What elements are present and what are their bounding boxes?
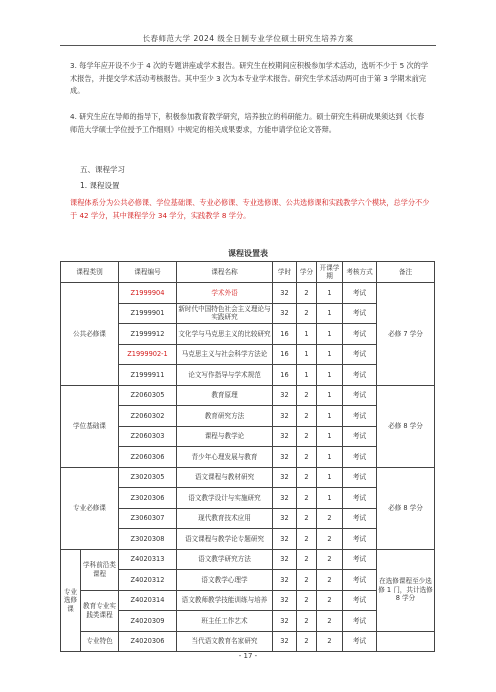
note-major: 必修 8 学分 [377,467,435,549]
table-row: 教育专业实践类课程 Z4020314 语文教师教学技能训练与培养 32 2 2 考试 [61,590,435,611]
col-hours: 学时 [273,262,297,283]
table-row: Z3020308 语文课程与教学论专题研究 32 2 2 考试 [61,529,435,550]
note-public: 必修 7 学分 [377,283,435,386]
col-notes: 备注 [377,262,435,283]
course-table [60,261,435,652]
table-row: Z3060307 现代教育技术应用 32 2 2 考试 [61,508,435,529]
col-category: 课程类别 [61,262,119,283]
group-elective: 专业选修课 [61,549,81,652]
header-rule [60,45,436,46]
subgroup-frontier: 学科前沿类课程 [81,549,119,590]
col-term: 开课学期 [317,262,343,283]
running-header: 长春师范大学 2024 级全日制专业学位硕士研究生培养方案 [142,34,354,43]
subgroup-special: 专业特色 [81,631,119,652]
table-row: Z1999901 新时代中国特色社会主义理论与实践研究 32 2 1 考试 [61,303,435,324]
col-name: 课程名称 [177,262,273,283]
table-row: 公共必修课 Z1999904 学术外语 32 2 1 考试 必修 7 学分 [61,283,435,304]
col-credit: 学分 [297,262,317,283]
table-row: 专业必修课 Z3020305 语文课程与教材研究 32 2 1 考试 必修 8 学分 [61,467,435,488]
note-degree: 必修 8 学分 [377,385,435,467]
section-heading: 五、课程学习 [80,165,125,174]
subgroup-practice: 教育专业实践类课程 [81,590,119,631]
table-row: Z1999902-1 马克思主义与社会科学方法论 16 1 1 考试 [61,344,435,365]
table-row: 学位基础课 Z2060305 教育原理 32 2 1 考试 必修 8 学分 [61,385,435,406]
group-public: 公共必修课 [61,283,119,386]
table-row: Z3020306 语文教学设计与实施研究 32 2 1 考试 [61,488,435,509]
table-row: 专业特色 Z4020306 当代语文教育名家研究 32 2 2 考试 [61,631,435,652]
group-major: 专业必修课 [61,467,119,549]
group-degree: 学位基础课 [61,385,119,467]
paragraph-3: 3. 每学年应开设不少于 4 次的专题讲座或学术报告。研究生在校期间应积极参加学术活动，选听不少于 5 次的学术报告，并提交学术活动考核报告。其中至少 3 次为本专业学术报告。研究生学术活动两可由于第 3 学期末前完成。 [70,61,429,95]
table-row: Z2060302 教育研究方法 32 2 1 考试 [61,406,435,427]
red-paragraph: 课程体系分为公共必修课、学位基础课、专业必修课、专业选修课、公共选修课和实践教学六个模块，总学分不少于 42 学分，其中课程学分 34 学分，实践教学 8 学分。 [70,198,430,220]
table-row: Z4020312 语文教学心理学 32 2 2 考试 [61,570,435,591]
subsection-heading: 1. 课程设置 [80,181,120,190]
table-row: Z1999912 文化学与马克思主义的比较研究 16 1 1 考试 [61,324,435,345]
table-row: 专业选修课 学科前沿类课程 Z4020313 语文教学研究方法 32 2 2 考试 在选修课程至少选修 1 门，共计选修 8 学分 [61,549,435,570]
table-row: Z1999911 论文写作指导与学术规范 16 1 1 考试 [61,365,435,386]
col-exam: 考核方式 [343,262,377,283]
page-number: - 17 - [238,652,258,660]
paragraph-4: 4. 研究生应在导师的指导下，积极参加教育教学研究，培养独立的科研能力。硕士研究生科研成果须达到《长春师范大学硕士学位授予工作细则》中规定的相关成果要求，方能申请学位论文答辩。 [70,112,425,134]
table-row: Z2060303 课程与教学论 32 2 1 考试 [61,426,435,447]
col-code: 课程编号 [119,262,177,283]
table-row: Z2060306 青少年心理发展与教育 32 2 1 考试 [61,447,435,468]
table-title: 课程设置表 [228,249,268,258]
table-row: Z4020309 班主任工作艺术 32 2 2 考试 [61,611,435,632]
note-elective: 在选修课程至少选修 1 门，共计选修 8 学分 [377,549,435,631]
